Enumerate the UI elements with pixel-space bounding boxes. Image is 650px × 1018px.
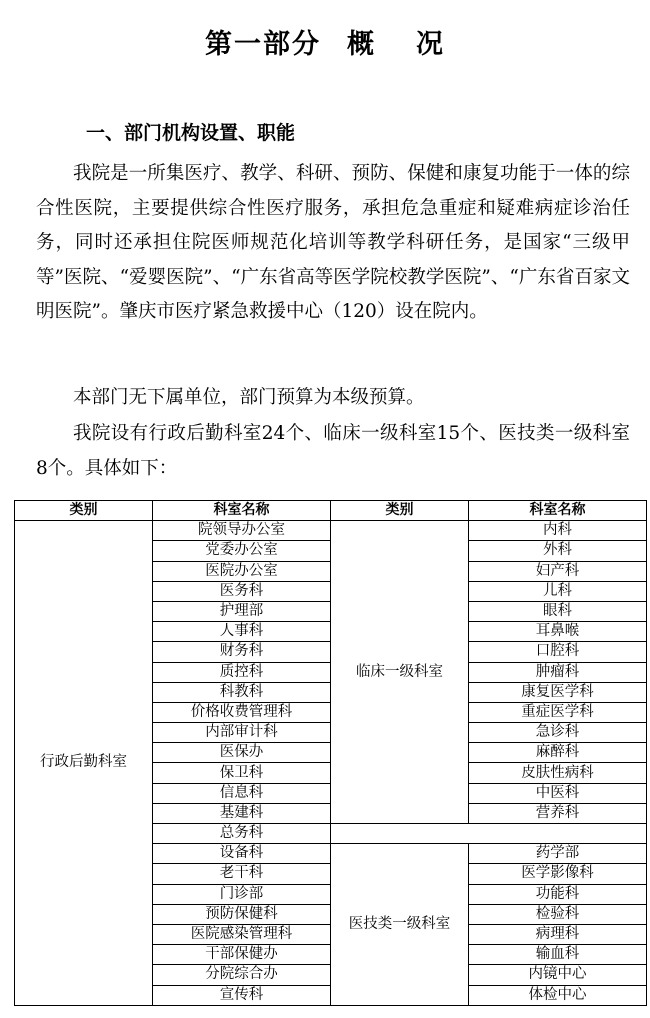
department-cell: 宣传科 <box>153 985 331 1005</box>
department-cell: 医保办 <box>153 743 331 763</box>
department-table <box>14 500 647 1006</box>
departments-paragraph: 我院设有行政后勤科室24个、临床一级科室15个、医技类一级科室8个。具体如下： <box>36 423 630 479</box>
department-cell: 干部保健办 <box>153 945 331 965</box>
department-cell: 重症医学科 <box>469 702 647 722</box>
department-cell: 财务科 <box>153 642 331 662</box>
department-cell: 信息科 <box>153 783 331 803</box>
table-header-row <box>15 501 647 521</box>
department-cell: 急诊科 <box>469 723 647 743</box>
department-cell: 检验科 <box>469 904 647 924</box>
table-row <box>15 521 647 541</box>
department-cell: 内科 <box>469 521 647 541</box>
department-cell: 中医科 <box>469 783 647 803</box>
department-cell: 保卫科 <box>153 763 331 783</box>
department-cell: 麻醉科 <box>469 743 647 763</box>
department-cell: 医务科 <box>153 581 331 601</box>
department-cell: 肿瘤科 <box>469 662 647 682</box>
department-cell: 皮肤性病科 <box>469 763 647 783</box>
department-cell: 老干科 <box>153 864 331 884</box>
intro-paragraph: 我院是一所集医疗、教学、科研、预防、保健和康复功能于一体的综合性医院，主要提供综合性医疗服务，承担危急重症和疑难病症诊治任务，同时还承担住院医师规范化培训等教学科研任务，是国家“三级甲等”医院、“爱婴医院”、“广东省高等医学院校教学医院”、“广东省百家文明医院”。肇庆市医疗紧急救援中心（120）设在院内。 <box>36 163 630 322</box>
department-cell: 内镜中心 <box>469 965 647 985</box>
department-cell: 预防保健科 <box>153 904 331 924</box>
department-cell: 分院综合办 <box>153 965 331 985</box>
department-cell: 功能科 <box>469 884 647 904</box>
header-category: 类别 <box>331 501 469 521</box>
department-cell: 党委办公室 <box>153 541 331 561</box>
department-cell: 价格收费管理科 <box>153 702 331 722</box>
department-cell: 儿科 <box>469 581 647 601</box>
department-cell: 设备科 <box>153 844 331 864</box>
department-cell: 药学部 <box>469 844 647 864</box>
department-cell: 质控科 <box>153 662 331 682</box>
department-cell: 基建科 <box>153 803 331 823</box>
budget-paragraph: 本部门无下属单位，部门预算为本级预算。 <box>73 387 425 408</box>
department-cell: 耳鼻喉 <box>469 622 647 642</box>
department-cell: 内部审计科 <box>153 723 331 743</box>
department-cell: 医院办公室 <box>153 561 331 581</box>
section-heading: 一、部门机构设置、职能 <box>86 122 296 144</box>
header-category: 类别 <box>15 501 153 521</box>
department-cell: 口腔科 <box>469 642 647 662</box>
department-cell: 科教科 <box>153 682 331 702</box>
department-cell: 妇产科 <box>469 561 647 581</box>
department-cell: 体检中心 <box>469 985 647 1005</box>
department-cell: 外科 <box>469 541 647 561</box>
header-department: 科室名称 <box>469 501 647 521</box>
department-cell: 医学影像科 <box>469 864 647 884</box>
category-medtech: 医技类一级科室 <box>331 844 469 1006</box>
page-title: 第一部分 概 况 <box>205 29 445 60</box>
department-cell: 院领导办公室 <box>153 521 331 541</box>
department-cell: 门诊部 <box>153 884 331 904</box>
category-clinical: 临床一级科室 <box>331 521 469 824</box>
department-cell: 眼科 <box>469 601 647 621</box>
department-cell: 输血科 <box>469 945 647 965</box>
department-cell: 人事科 <box>153 622 331 642</box>
category-admin: 行政后勤科室 <box>15 521 153 1006</box>
department-cell: 总务科 <box>153 824 331 844</box>
department-cell: 护理部 <box>153 601 331 621</box>
department-cell: 康复医学科 <box>469 682 647 702</box>
department-cell: 医院感染管理科 <box>153 924 331 944</box>
empty-cell <box>331 824 647 844</box>
department-cell: 病理科 <box>469 924 647 944</box>
header-department: 科室名称 <box>153 501 331 521</box>
department-cell: 营养科 <box>469 803 647 823</box>
